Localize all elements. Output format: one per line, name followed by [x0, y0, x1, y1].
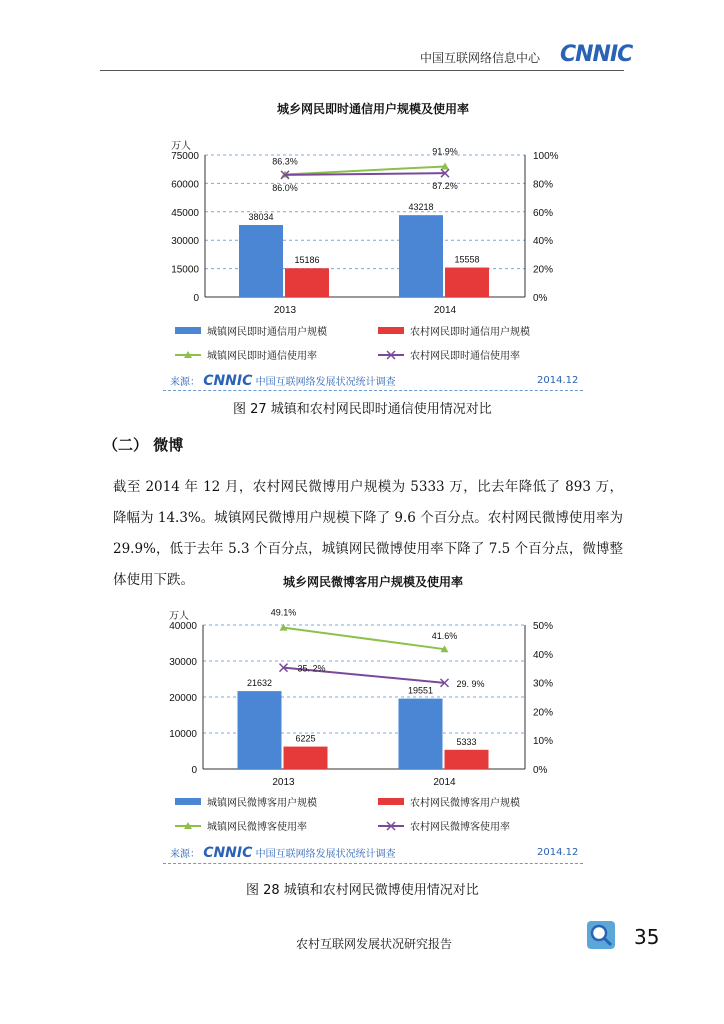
- chart-weibo-source-divider: [163, 863, 583, 865]
- y-tick-label: 10000: [169, 729, 197, 740]
- chart-im-usage-svg: [163, 95, 583, 390]
- y-tick-label: 40000: [169, 621, 197, 632]
- line-value-label: 86.3%: [272, 156, 298, 167]
- bar-urban: [399, 215, 443, 297]
- line-value-label: 29. 9%: [456, 678, 485, 689]
- bar-urban: [239, 225, 283, 297]
- line-value-label: 86.0%: [272, 182, 298, 193]
- line-value-label: 35. 2%: [297, 663, 326, 674]
- legend-swatch: [175, 798, 201, 805]
- chart-weibo-usage-svg: [163, 568, 583, 843]
- figure-27-caption: 图 27 城镇和农村网民即时通信使用情况对比: [233, 402, 492, 417]
- y-tick-label: 20000: [169, 693, 197, 704]
- legend-swatch: [378, 798, 404, 805]
- y2-tick-label: 40%: [533, 236, 554, 248]
- bar-value-label: 5333: [456, 736, 477, 747]
- x-tick-label: 2014: [433, 305, 457, 316]
- source-name: 中国互联网络发展状况统计调查: [255, 377, 396, 388]
- y2-tick-label: 0%: [533, 293, 548, 304]
- y2-tick-label: 30%: [533, 678, 554, 690]
- report-magnifier-icon: [586, 920, 616, 950]
- line-series-urban: [284, 628, 445, 650]
- y-tick-label: 0: [193, 293, 199, 304]
- legend-label: 城镇网民即时通信用户规模: [207, 327, 327, 338]
- bar-rural: [445, 750, 489, 769]
- legend-label: 城镇网民即时通信使用率: [207, 351, 317, 362]
- section-paragraph: 截至 2014 年 12 月，农村网民微博用户规模为 5333 万，比去年降低了 893 万，降幅为 14.3%。城镇网民微博用户规模下降了 9.6 个百分点。农村网民微博使用率为 29.9%，低于去年 5.3 个百分点，城镇网民微博使用率下降了 7.5 个百分点，微博整体使用下跌。: [113, 479, 623, 588]
- line-value-label: 91.9%: [432, 146, 458, 157]
- chart-im-source-divider: [163, 390, 583, 392]
- bar-urban: [238, 691, 282, 769]
- y-tick-label: 15000: [171, 264, 199, 276]
- bar-value-label: 15186: [294, 255, 320, 266]
- legend-label: 城镇网民微博客使用率: [207, 822, 307, 833]
- source-prefix: 来源：: [170, 377, 200, 388]
- footer-report-title: 农村互联网发展状况研究报告: [296, 937, 453, 951]
- y-axis-unit-label: 万人: [169, 611, 189, 622]
- x-tick-label: 2013: [272, 777, 295, 788]
- x-tick-label: 2013: [273, 305, 297, 316]
- y2-tick-label: 20%: [533, 264, 554, 276]
- line-value-label: 49.1%: [270, 607, 297, 618]
- source-prefix: 来源：: [170, 849, 200, 860]
- y2-tick-label: 40%: [533, 649, 554, 661]
- y-axis-unit-label: 万人: [171, 141, 191, 152]
- bar-value-label: 6225: [295, 733, 316, 744]
- y-tick-label: 0: [191, 765, 197, 776]
- source-name: 中国互联网络发展状况统计调查: [255, 849, 396, 860]
- legend-label: 农村网民即时通信使用率: [410, 351, 520, 362]
- y2-tick-label: 60%: [533, 207, 554, 219]
- bar-value-label: 15558: [454, 254, 480, 265]
- header-divider: [100, 70, 624, 71]
- y-tick-label: 60000: [171, 179, 199, 191]
- y2-tick-label: 10%: [533, 736, 554, 748]
- x-tick-label: 2014: [433, 777, 456, 788]
- chart-im-source: [170, 373, 396, 389]
- line-value-label: 41.6%: [431, 631, 458, 642]
- y2-tick-label: 20%: [533, 707, 554, 719]
- bar-rural: [285, 268, 329, 297]
- legend-label: 城镇网民微博客用户规模: [207, 798, 317, 809]
- chart-weibo-source-date: 2014.12: [537, 847, 579, 858]
- legend-label: 农村网民微博客用户规模: [410, 798, 520, 809]
- y2-tick-label: 100%: [533, 151, 559, 162]
- bar-rural: [284, 747, 328, 769]
- chart-weibo-source: [170, 845, 396, 861]
- bar-value-label: 43218: [408, 202, 434, 213]
- y2-tick-label: 0%: [533, 765, 548, 776]
- bar-rural: [445, 268, 489, 297]
- y2-tick-label: 80%: [533, 179, 554, 191]
- source-logo: CNNIC: [203, 373, 253, 389]
- legend-swatch: [175, 327, 201, 334]
- page-number: 35: [634, 925, 660, 949]
- chart-im-usage: [163, 95, 583, 390]
- y2-tick-label: 50%: [533, 621, 554, 632]
- chart-title: 城乡网民即时通信用户规模及使用率: [276, 102, 470, 116]
- y-tick-label: 45000: [171, 207, 199, 219]
- legend-label: 农村网民微博客使用率: [410, 822, 510, 833]
- bar-urban: [399, 699, 443, 769]
- figure-28-caption: 图 28 城镇和农村网民微博使用情况对比: [246, 883, 479, 898]
- legend-label: 农村网民即时通信用户规模: [410, 327, 530, 338]
- chart-weibo-usage: [163, 568, 583, 843]
- bar-value-label: 19551: [407, 685, 434, 696]
- y-tick-label: 30000: [169, 657, 197, 668]
- y-tick-label: 30000: [171, 236, 199, 248]
- header-org-name: 中国互联网络信息中心: [420, 51, 541, 65]
- legend-swatch: [378, 327, 404, 334]
- section-title-weibo: （二） 微博: [103, 436, 184, 454]
- bar-value-label: 38034: [248, 211, 274, 222]
- chart-title: 城乡网民微博客用户规模及使用率: [282, 575, 464, 589]
- line-value-label: 87.2%: [432, 181, 458, 192]
- chart-im-source-date: 2014.12: [537, 375, 579, 386]
- bar-value-label: 21632: [246, 678, 273, 689]
- y-tick-label: 75000: [171, 151, 199, 162]
- cnnic-logo: CNNIC: [560, 42, 633, 67]
- source-logo: CNNIC: [203, 845, 253, 861]
